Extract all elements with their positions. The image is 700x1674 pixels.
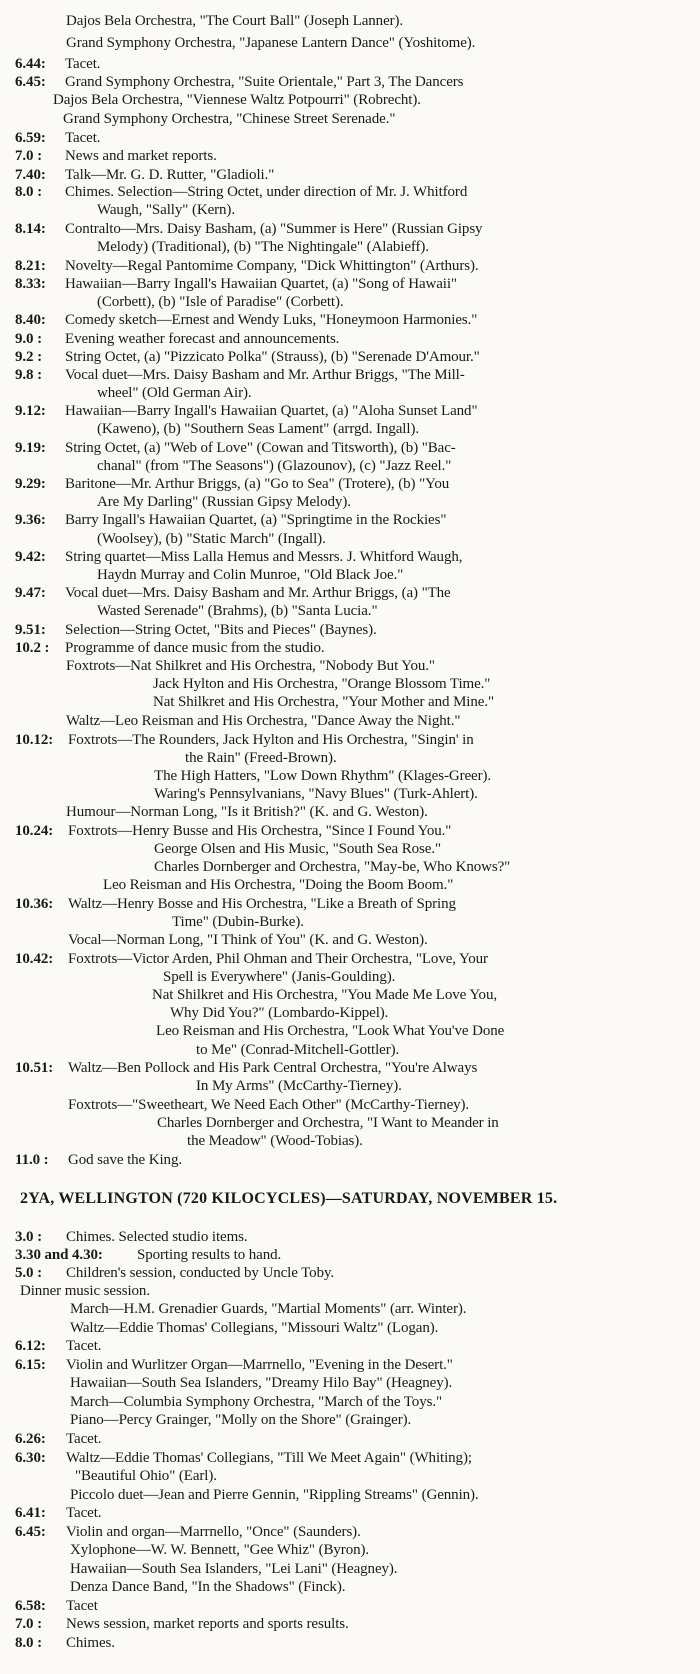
programme-text: String quartet—Miss Lalla Hemus and Messrs. J. Whitford Waugh, (65, 549, 463, 565)
programme-text: Waltz—Leo Reisman and His Orchestra, "Dance Away the Night." (66, 713, 461, 729)
time-label: 9.36: (15, 512, 46, 528)
programme-text: Hawaiian—South Sea Islanders, "Lei Lani" (Heagney). (70, 1561, 398, 1577)
programme-text: Why Did You?" (Lombardo-Kippel). (170, 1005, 389, 1021)
programme-text: Tacet (66, 1598, 98, 1614)
programme-text: Chimes. (66, 1635, 115, 1651)
programme-text: Piano—Percy Grainger, "Molly on the Shore" (Grainger). (70, 1412, 412, 1428)
programme-text: Piccolo duet—Jean and Pierre Gennin, "Rippling Streams" (Gennin). (70, 1487, 479, 1503)
time-label: 8.40: (15, 312, 46, 328)
programme-text: Vocal duet—Mrs. Daisy Basham and Mr. Arthur Briggs, (a) "The (65, 585, 451, 601)
programme-text: chanal" (from "The Seasons") (Glazounov), (c) "Jazz Reel." (97, 458, 452, 474)
programme-text: Are My Darling" (Russian Gipsy Melody). (97, 494, 351, 510)
time-label: 7.0 : (15, 1616, 42, 1632)
time-label: 8.21: (15, 258, 46, 274)
time-label: 6.30: (15, 1450, 46, 1466)
programme-text: March—Columbia Symphony Orchestra, "March of the Toys." (70, 1394, 443, 1410)
programme-text: Foxtrots—Victor Arden, Phil Ohman and Their Orchestra, "Love, Your (68, 951, 488, 967)
programme-text: Foxtrots—"Sweetheart, We Need Each Other" (McCarthy-Tierney). (68, 1097, 470, 1113)
programme-text: Denza Dance Band, "In the Shadows" (Finck). (70, 1579, 346, 1595)
time-label: 8.14: (15, 221, 46, 237)
programme-text: Humour—Norman Long, "Is it British?" (K. and G. Weston). (66, 804, 428, 820)
programme-text: Charles Dornberger and Orchestra, "I Want to Meander in (157, 1115, 499, 1131)
time-label: 9.29: (15, 476, 46, 492)
programme-text: (Corbett), (b) "Isle of Paradise" (Corbett). (97, 294, 344, 310)
programme-text: Nat Shilkret and His Orchestra, "Your Mother and Mine." (153, 694, 495, 710)
programme-text: (Woolsey), (b) "Static March" (Ingall). (97, 531, 326, 547)
time-label: 10.2 : (15, 640, 50, 656)
time-label: 9.19: (15, 440, 46, 456)
programme-text: Grand Symphony Orchestra, "Chinese Street Serenade." (63, 111, 396, 127)
time-label: 9.47: (15, 585, 46, 601)
programme-text: Waltz—Ben Pollock and His Park Central Orchestra, "You're Always (68, 1060, 478, 1076)
time-label: 3.30 and 4.30: (15, 1247, 103, 1263)
time-label: 6.26: (15, 1431, 46, 1447)
section-heading: 2YA, WELLINGTON (720 KILOCYCLES)—SATURDAY, NOVEMBER 15. (20, 1190, 558, 1207)
programme-text: Xylophone—W. W. Bennett, "Gee Whiz" (Byron). (70, 1542, 370, 1558)
programme-text: Vocal duet—Mrs. Daisy Basham and Mr. Arthur Briggs, "The Mill- (65, 367, 465, 383)
time-label: 7.40: (15, 167, 46, 183)
time-label: 7.0 : (15, 148, 42, 164)
time-label: 6.41: (15, 1505, 46, 1521)
time-label: 6.44: (15, 56, 46, 72)
programme-text: Chimes. Selected studio items. (66, 1229, 248, 1245)
programme-text: Waugh, "Sally" (Kern). (97, 202, 235, 218)
programme-text: Comedy sketch—Ernest and Wendy Luks, "Honeymoon Harmonies." (65, 312, 478, 328)
programme-text: Nat Shilkret and His Orchestra, "You Made Me Love You, (152, 987, 497, 1003)
programme-text: (Kaweno), (b) "Southern Seas Lament" (arrgd. Ingall). (97, 421, 419, 437)
programme-text: In My Arms" (McCarthy-Tierney). (196, 1078, 402, 1094)
time-label: 6.12: (15, 1338, 46, 1354)
programme-text: Melody) (Traditional), (b) "The Nightingale" (Alabieff). (97, 239, 429, 255)
time-label: 8.33: (15, 276, 46, 292)
programme-text: Tacet. (65, 56, 101, 72)
programme-text: Foxtrots—Nat Shilkret and His Orchestra, "Nobody But You." (66, 658, 435, 674)
programme-text: Leo Reisman and His Orchestra, "Doing the Boom Boom." (103, 877, 454, 893)
programme-text: Tacet. (66, 1431, 102, 1447)
programme-text: Dajos Bela Orchestra, "Viennese Waltz Potpourri" (Robrecht). (53, 92, 421, 108)
programme-text: Tacet. (66, 1505, 102, 1521)
programme-text: Grand Symphony Orchestra, "Japanese Lantern Dance" (Yoshitome). (66, 35, 476, 51)
time-label: 6.45: (15, 74, 46, 90)
time-label: 11.0 : (15, 1152, 49, 1168)
time-label: 9.2 : (15, 349, 42, 365)
programme-text: Children's session, conducted by Uncle Toby. (66, 1265, 335, 1281)
programme-text: Time" (Dubin-Burke). (172, 914, 304, 930)
time-label: 6.59: (15, 130, 46, 146)
programme-text: News session, market reports and sports results. (66, 1616, 349, 1632)
time-label: 8.0 : (15, 1635, 42, 1651)
programme-text: Tacet. (65, 130, 101, 146)
programme-text: Spell is Everywhere" (Janis-Goulding). (163, 969, 396, 985)
time-label: 10.24: (15, 823, 54, 839)
programme-text: Talk—Mr. G. D. Rutter, "Gladioli." (65, 167, 275, 183)
programme-text: George Olsen and His Music, "South Sea Rose." (154, 841, 442, 857)
programme-text: Haydn Murray and Colin Munroe, "Old Black Joe." (97, 567, 404, 583)
programme-text: the Meadow" (Wood-Tobias). (187, 1133, 363, 1149)
programme-text: Hawaiian—Barry Ingall's Hawaiian Quartet, (a) "Song of Hawaii" (65, 276, 457, 292)
programme-text: Wasted Serenade" (Brahms), (b) "Santa Lucia." (97, 603, 378, 619)
programme-text: Chimes. Selection—String Octet, under direction of Mr. J. Whitford (65, 184, 468, 200)
programme-text: God save the King. (68, 1152, 183, 1168)
programme-text: Hawaiian—Barry Ingall's Hawaiian Quartet, (a) "Aloha Sunset Land" (65, 403, 478, 419)
programme-text: Violin and organ—Marrnello, "Once" (Saunders). (66, 1524, 361, 1540)
programme-text: Violin and Wurlitzer Organ—Marrnello, "Evening in the Desert." (66, 1357, 453, 1373)
programme-text: String Octet, (a) "Web of Love" (Cowan and Titsworth), (b) "Bac- (65, 440, 456, 456)
programme-text: wheel" (Old German Air). (97, 385, 252, 401)
programme-text: Novelty—Regal Pantomime Company, "Dick Whittington" (Arthurs). (65, 258, 479, 274)
time-label: 8.0 : (15, 184, 42, 200)
time-label: 6.58: (15, 1598, 46, 1614)
programme-text: Waring's Pennsylvanians, "Navy Blues" (Turk-Ahlert). (154, 786, 478, 802)
time-label: 3.0 : (15, 1229, 42, 1245)
programme-text: Foxtrots—Henry Busse and His Orchestra, "Since I Found You." (68, 823, 452, 839)
programme-text: Programme of dance music from the studio. (65, 640, 325, 656)
programme-text: Tacet. (66, 1338, 102, 1354)
time-label: 6.15: (15, 1357, 46, 1373)
programme-text: Jack Hylton and His Orchestra, "Orange Blossom Time." (153, 676, 491, 692)
time-label: 9.0 : (15, 331, 42, 347)
time-label: 6.45: (15, 1524, 46, 1540)
programme-text: Barry Ingall's Hawaiian Quartet, (a) "Springtime in the Rockies" (65, 512, 447, 528)
time-label: 5.0 : (15, 1265, 42, 1281)
programme-text: Vocal—Norman Long, "I Think of You" (K. and G. Weston). (68, 932, 428, 948)
time-label: 10.51: (15, 1060, 54, 1076)
programme-text: Waltz—Eddie Thomas' Collegians, "Missouri Waltz" (Logan). (70, 1320, 439, 1336)
time-label: 9.8 : (15, 367, 42, 383)
programme-text: Dajos Bela Orchestra, "The Court Ball" (Joseph Lanner). (66, 13, 404, 29)
programme-text: Charles Dornberger and Orchestra, "May-be, Who Knows?" (154, 859, 511, 875)
time-label: 10.36: (15, 896, 54, 912)
programme-text: to Me" (Conrad-Mitchell-Gottler). (196, 1042, 400, 1058)
programme-text: the Rain" (Freed-Brown). (185, 750, 337, 766)
programme-text: Sporting results to hand. (137, 1247, 282, 1263)
time-label: 9.42: (15, 549, 46, 565)
programme-text: Hawaiian—South Sea Islanders, "Dreamy Hilo Bay" (Heagney). (70, 1375, 453, 1391)
programme-text: Leo Reisman and His Orchestra, "Look What You've Done (156, 1023, 505, 1039)
programme-text: Waltz—Eddie Thomas' Collegians, "Till We Meet Again" (Whiting); (66, 1450, 472, 1466)
time-label: 10.12: (15, 732, 54, 748)
programme-text: Foxtrots—The Rounders, Jack Hylton and His Orchestra, "Singin' in (68, 732, 474, 748)
programme-text: String Octet, (a) "Pizzicato Polka" (Strauss), (b) "Serenade D'Amour." (65, 349, 480, 365)
programme-text: Selection—String Octet, "Bits and Pieces" (Baynes). (65, 622, 377, 638)
programme-text: The High Hatters, "Low Down Rhythm" (Klages-Greer). (154, 768, 492, 784)
programme-text: Dinner music session. (20, 1283, 150, 1299)
time-label: 9.12: (15, 403, 46, 419)
programme-text: News and market reports. (65, 148, 217, 164)
programme-text: Baritone—Mr. Arthur Briggs, (a) "Go to Sea" (Trotere), (b) "You (65, 476, 450, 492)
time-label: 10.42: (15, 951, 54, 967)
programme-text: Evening weather forecast and announcements. (65, 331, 340, 347)
programme-text: Waltz—Henry Bosse and His Orchestra, "Like a Breath of Spring (68, 896, 456, 912)
programme-text: Grand Symphony Orchestra, "Suite Orientale," Part 3, The Dancers (65, 74, 464, 90)
programme-text: Contralto—Mrs. Daisy Basham, (a) "Summer is Here" (Russian Gipsy (65, 221, 483, 237)
programme-text: "Beautiful Ohio" (Earl). (75, 1468, 217, 1484)
programme-text: March—H.M. Grenadier Guards, "Martial Moments" (arr. Winter). (70, 1301, 467, 1317)
time-label: 9.51: (15, 622, 46, 638)
